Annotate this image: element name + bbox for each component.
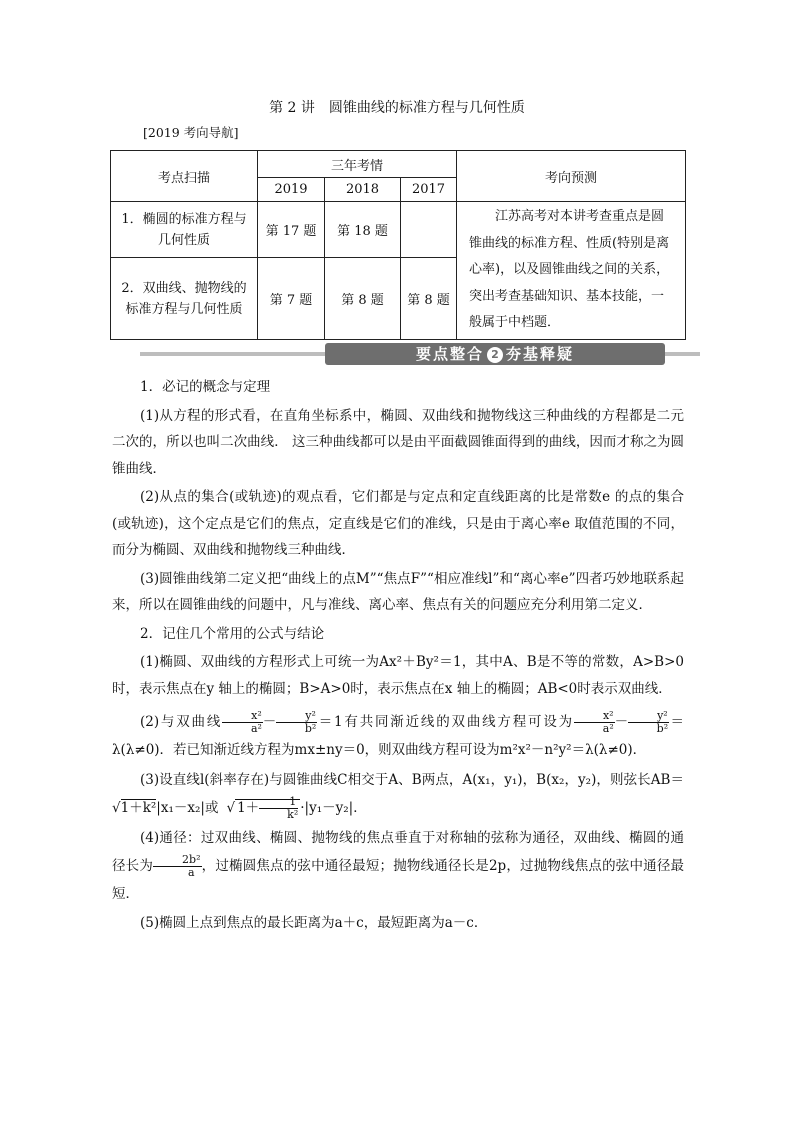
banner-left: 要点整合 [415,345,484,363]
table-cell: 第 8 题 [401,258,457,340]
table-cell: 第 18 题 [325,202,401,258]
section-heading: 1．必记的概念与定理 [140,379,271,395]
section-heading: 2．记住几个常用的公式与结论 [140,625,325,642]
header-years: 三年考情 [258,151,457,178]
year-2019: 2019 [258,178,325,202]
table-cell: 第 17 题 [258,202,325,258]
sqrt-formula: √ 1＋ $\frac{1}{\text{k²}}$ [226,795,299,821]
paragraph: (1)从方程的形式看，在直角坐标系中，椭圆、双曲线和抛物线这三种曲线的方程都是二元二次的，所以也叫二次曲线． 这三种曲线都可以是由平面截圆锥面得到的曲线，因而才称之为圆锥曲线． [112,407,684,477]
sqrt-formula: √1＋k² [112,800,157,816]
year-2017: 2017 [401,178,457,202]
formula: $\frac{\text{2b²}}{a}$ [153,854,201,879]
formula: $\frac{\text{x²}}{\text{a²}}$ [574,710,615,735]
text: ＝λ(λ≠0)．若已知渐近线方程为mx±ny＝0，则双曲线方程可设为m²x²－n²y²＝λ(λ≠0)． [112,714,685,758]
header-predict: 考向预测 [457,151,686,202]
banner-right: 夯基释疑 [506,345,575,363]
year-2018: 2018 [325,178,401,202]
text: |x₁－x₂|或 [156,800,219,816]
text: (4)通径：过双曲线、椭圆、抛物线的焦点垂直于对称轴的弦称为通径，双曲线、椭圆的通径长为 [112,830,684,874]
table-cell: 第 8 题 [325,258,401,340]
main-content [112,374,684,937]
table-cell [401,202,457,258]
formula: $\frac{\text{x²}}{\text{a²}}$ [222,710,263,735]
paragraph: (5)椭圆上点到焦点的最长距离为a＋c，最短距离为a－c． [140,915,488,931]
topic-cell: 1．椭圆的标准方程与几何性质 [111,202,258,258]
banner-number-icon: 2 [487,347,503,363]
section-label: [2019 考向导航] [143,125,239,140]
text: ·|y₁－y₂|． [300,800,367,816]
header-topic: 考点扫描 [111,151,258,202]
text: ＝1有共同渐近线的双曲线方程可设为 [316,714,574,730]
paragraph: (1)椭圆、双曲线的方程形式上可统一为Ax²＋By²＝1，其中A、B是不等的常数，A>B>0时，表示焦点在y 轴上的椭圆；B>A>0时，表示焦点在x 轴上的椭圆；AB<0时表示双曲线． [112,654,684,697]
paragraph: (2)从点的集合(或轨迹)的观点看，它们都是与定点和定直线距离的比是常数e 的点的集合(或轨迹)，这个定点是它们的焦点，定直线是它们的准线，只是由于离心率e 取值范围的不同，而分为椭圆、双曲线和抛物线三种曲线． [112,489,684,558]
prediction-text: 江苏高考对本讲考查重点是圆锥曲线的标准方程、性质(特别是离心率)，以及圆锥曲线之间的关系，突出考查基础知识、基本技能，一般属于中档题． [469,209,670,331]
paragraph: (2)与双曲线 $\frac{\text{x²}}{\text{a²}}$ － $\frac{\text{y²}}{\text{b²}}$ ＝1有共同渐近线的双曲线方程可设为 $\frac{\text{x²}}{\text{a²}}$ － $\frac{\text{y²}}{\text{b²}}$ ＝λ(λ≠0)．若已知渐近线方程为mx±ny＝0，则双曲线方程可设为m²x²－n²y²＝λ(λ≠0)． [112,709,685,758]
formula: $\frac{\text{y²}}{\text{b²}}$ [628,710,669,735]
prediction-cell [457,202,686,340]
text: ，过椭圆焦点的弦中通径最短；抛物线通径长是2p，过抛物线焦点的弦中通径最短． [112,858,685,902]
text: (3)设直线l(斜率存在)与圆锥曲线C相交于A、B两点，A(x₁，y₁)，B(x₂，y₂)，则弦长AB＝ [140,772,684,788]
paragraph: (3)圆锥曲线第二定义把“曲线上的点M”“焦点F”“相应准线l”和“离心率e”四者巧妙地联系起来，所以在圆锥曲线的问题中，凡与准线、离心率、焦点有关的问题应充分利用第二定义． [112,570,684,613]
page-title: 第 2 讲 圆锥曲线的标准方程与几何性质 [269,100,525,116]
paragraph [112,766,684,822]
paragraph [112,824,684,908]
exam-table [110,150,686,340]
text: (2)与双曲线 [140,714,223,730]
table-cell: 第 7 题 [258,258,325,340]
banner-tag [325,343,665,365]
section-banner [140,343,700,365]
formula: $\frac{\text{y²}}{\text{b²}}$ [276,710,317,735]
topic-cell: 2．双曲线、抛物线的标准方程与几何性质 [111,258,258,340]
